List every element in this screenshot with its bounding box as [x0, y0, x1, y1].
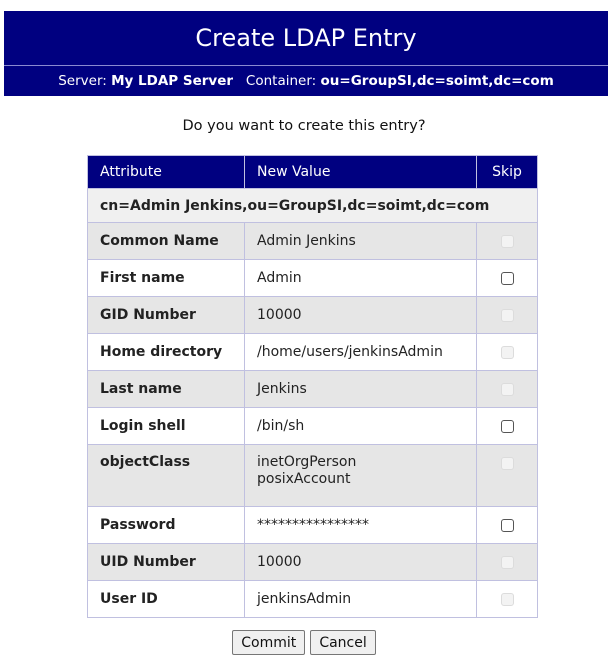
attribute-value-line: 10000 — [257, 306, 302, 323]
attribute-value-line: jenkinsAdmin — [257, 590, 352, 607]
skip-checkbox[interactable] — [501, 519, 514, 532]
attribute-value-line: Jenkins — [257, 380, 307, 397]
table-row — [88, 408, 538, 445]
attribute-value-line: **************** — [257, 516, 369, 533]
table-row — [88, 260, 538, 297]
confirm-question: Do you want to create this entry? — [182, 118, 426, 134]
skip-checkbox — [501, 346, 514, 359]
attribute-value-line: Admin Jenkins — [257, 232, 356, 249]
attribute-value — [245, 371, 477, 408]
skip-cell — [477, 507, 538, 544]
skip-checkbox — [501, 457, 514, 470]
entry-table — [87, 155, 538, 618]
table-row — [88, 297, 538, 334]
attribute-name: Login shell — [88, 408, 245, 445]
attribute-name: Home directory — [88, 334, 245, 371]
attribute-value — [245, 544, 477, 581]
skip-cell — [477, 544, 538, 581]
column-header-skip: Skip — [477, 156, 538, 189]
attribute-value — [245, 507, 477, 544]
attribute-value — [245, 260, 477, 297]
skip-checkbox — [501, 235, 514, 248]
attribute-name: First name — [88, 260, 245, 297]
skip-checkbox — [501, 556, 514, 569]
server-name: My LDAP Server — [111, 73, 234, 89]
skip-cell — [477, 334, 538, 371]
skip-cell — [477, 223, 538, 260]
attribute-name: User ID — [88, 581, 245, 618]
attribute-value-line: /home/users/jenkinsAdmin — [257, 343, 443, 360]
server-label: Server: — [58, 73, 107, 89]
table-row — [88, 507, 538, 544]
action-buttons — [0, 630, 608, 655]
attribute-name: objectClass — [88, 445, 245, 507]
column-header-new-value: New Value — [245, 156, 477, 189]
attribute-value — [245, 408, 477, 445]
container-label: Container: — [245, 73, 317, 89]
attribute-name: Common Name — [88, 223, 245, 260]
container-value: ou=GroupSI,dc=soimt,dc=com — [320, 73, 554, 89]
table-row — [88, 544, 538, 581]
skip-cell — [477, 445, 538, 507]
attribute-value — [245, 334, 477, 371]
skip-checkbox[interactable] — [501, 420, 514, 433]
column-header-attribute: Attribute — [88, 156, 245, 189]
attribute-value — [245, 223, 477, 260]
table-row — [88, 334, 538, 371]
entry-dn: cn=Admin Jenkins,ou=GroupSI,dc=soimt,dc=com — [88, 189, 538, 223]
server-info-bar — [4, 65, 608, 96]
attribute-value-line: inetOrgPerson — [257, 454, 357, 470]
table-row — [88, 445, 538, 507]
skip-checkbox — [501, 383, 514, 396]
skip-cell — [477, 581, 538, 618]
commit-button[interactable]: Commit — [232, 630, 305, 655]
attribute-value — [245, 445, 477, 507]
skip-checkbox — [501, 593, 514, 606]
skip-checkbox — [501, 309, 514, 322]
table-row — [88, 371, 538, 408]
skip-cell — [477, 408, 538, 445]
table-row — [88, 581, 538, 618]
cancel-button[interactable]: Cancel — [310, 630, 375, 655]
attribute-value-line: posixAccount — [257, 471, 351, 487]
attribute-value-line: Admin — [257, 269, 302, 286]
skip-cell — [477, 297, 538, 334]
attribute-name: UID Number — [88, 544, 245, 581]
attribute-value-line: 10000 — [257, 553, 302, 570]
attribute-value — [245, 297, 477, 334]
skip-cell — [477, 371, 538, 408]
table-row — [88, 223, 538, 260]
skip-checkbox[interactable] — [501, 272, 514, 285]
attribute-name: Last name — [88, 371, 245, 408]
table-header-row — [88, 156, 538, 189]
attribute-name: Password — [88, 507, 245, 544]
attribute-name: GID Number — [88, 297, 245, 334]
attribute-value — [245, 581, 477, 618]
attribute-value-line: /bin/sh — [257, 417, 305, 434]
skip-cell — [477, 260, 538, 297]
page-title: Create LDAP Entry — [4, 11, 608, 65]
